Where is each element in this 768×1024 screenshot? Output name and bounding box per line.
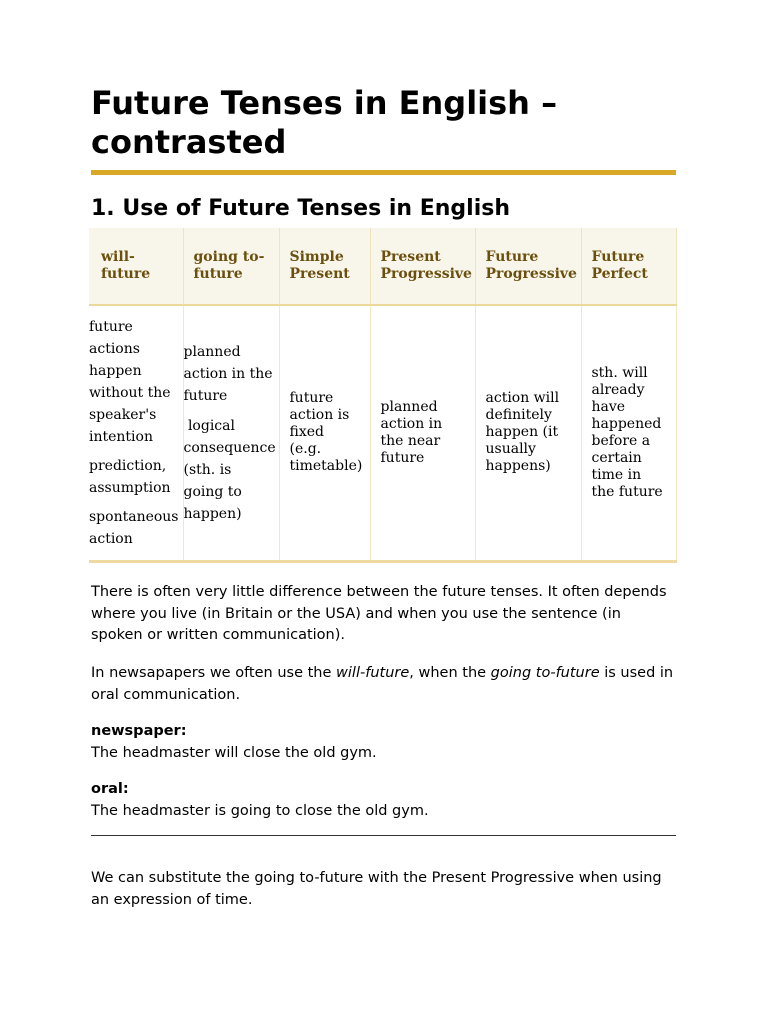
cell-present-progressive: planned action in the near future <box>370 305 475 561</box>
cell-future-progressive: action will definitely happen (it usually happens) <box>475 305 581 561</box>
header-will-future: will-future <box>89 228 183 305</box>
future-tenses-table <box>89 228 677 563</box>
usage-text-1: In newsapapers we often use the <box>91 665 337 681</box>
going-to-use-1: planned action in the future <box>183 343 273 404</box>
newspaper-label: newspaper: <box>91 723 187 739</box>
cell-going-to-future <box>183 305 279 561</box>
will-future-use-1: future actions happen without the speaker's intention <box>89 318 171 445</box>
cell-simple-present: future action is fixed (e.g. timetable) <box>279 305 370 561</box>
section-heading: 1. Use of Future Tenses in English <box>91 196 510 221</box>
going-to-future-emphasis: going to-future <box>490 665 600 681</box>
header-future-progressive: Future Progressive <box>475 228 581 305</box>
header-going-to-future: going to-future <box>183 228 279 305</box>
will-future-use-3: spontaneous action <box>89 508 179 547</box>
usage-text-3: is used in oral communication. <box>91 665 674 703</box>
substitution-paragraph: We can substitute the going to-future with the Present Progressive when using an expression of time. <box>91 870 662 908</box>
oral-label: oral: <box>91 781 129 797</box>
cell-future-perfect: sth. will already have happened before a certain time in the future <box>581 305 676 561</box>
will-future-use-2: prediction, assumption <box>89 457 171 496</box>
header-simple-present: Simple Present <box>279 228 370 305</box>
header-present-progressive: Present Progressive <box>370 228 475 305</box>
header-future-perfect: Future Perfect <box>581 228 676 305</box>
will-future-emphasis: will-future <box>336 665 410 681</box>
usage-text-2: , when the <box>409 665 491 681</box>
table-row <box>89 305 676 561</box>
table-header-row <box>89 228 676 305</box>
horizontal-divider <box>91 835 676 836</box>
intro-paragraph: There is often very little difference between the future tenses. It often depends where you live (in Britain or the USA) and when you use the sentence (in spoken or written communication). <box>91 584 667 643</box>
going-to-use-2: logical consequence (sth. is going to happen) <box>183 417 281 522</box>
title-underline-rule <box>91 170 676 175</box>
oral-example: The headmaster is going to close the old gym. <box>91 803 429 819</box>
newspaper-example: The headmaster will close the old gym. <box>91 745 377 761</box>
usage-paragraph <box>91 663 676 706</box>
cell-will-future <box>89 305 183 561</box>
page-title: Future Tenses in English – contrasted <box>91 84 558 161</box>
